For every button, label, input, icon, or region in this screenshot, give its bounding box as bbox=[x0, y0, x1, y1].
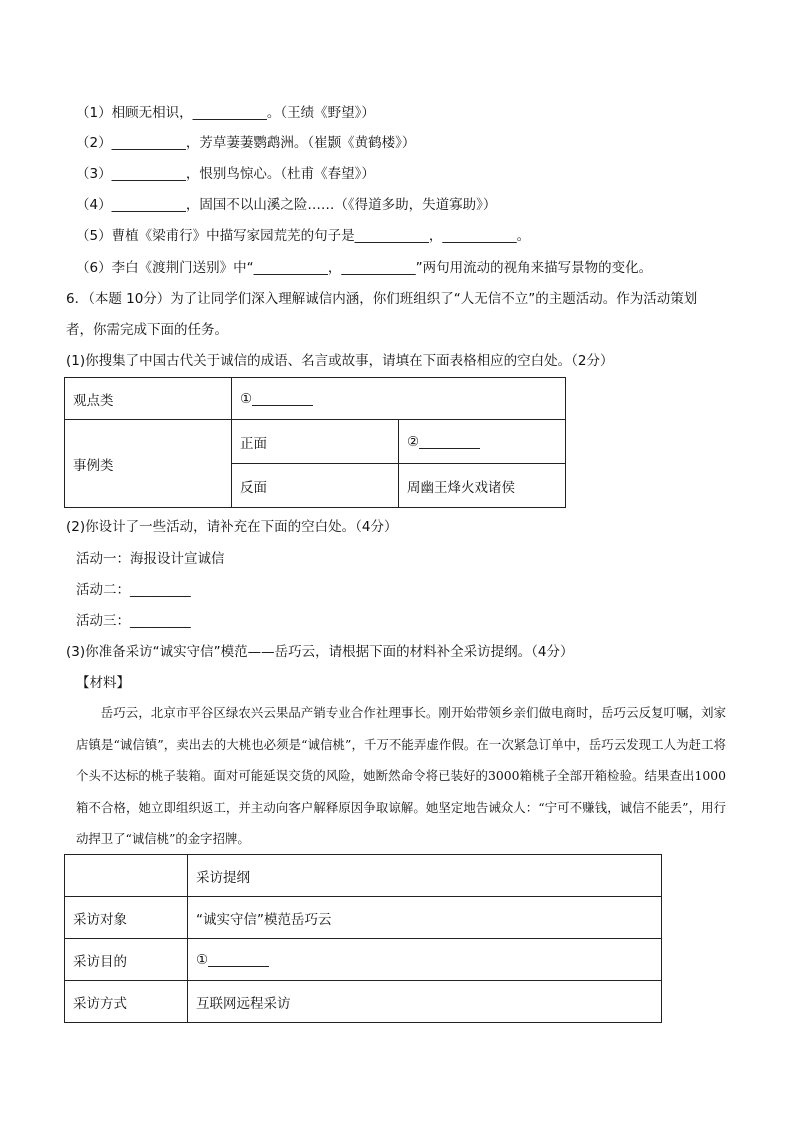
idiom-table bbox=[64, 377, 566, 508]
outline-header-empty bbox=[65, 855, 188, 897]
negative-label: 反面 bbox=[232, 464, 399, 508]
activity-3: 活动三：_________ bbox=[76, 613, 191, 629]
outline-row-value: 互联网远程采访 bbox=[188, 981, 662, 1023]
viewpoint-label: 观点类 bbox=[65, 378, 232, 420]
negative-value: 周幽王烽火戏诸侯 bbox=[399, 464, 566, 508]
outline-row-label: 采访目的 bbox=[65, 939, 188, 981]
viewpoint-blank: ①_________ bbox=[232, 378, 566, 420]
q6-sub-2: (2)你设计了一些活动，请补充在下面的空白处。（4分） bbox=[66, 519, 398, 535]
q6-intro-line-1: 6．（本题 10分）为了让同学们深入理解诚信内涵，你们班组织了“人无信不立”的主题活动。作为活动策划 bbox=[66, 291, 698, 307]
outline-row-value: ①_________ bbox=[188, 939, 662, 981]
positive-label: 正面 bbox=[232, 420, 399, 464]
q6-sub-1: (1)你搜集了中国古代关于诚信的成语、名言或故事，请填在下面表格相应的空白处。（2分） bbox=[66, 353, 614, 369]
positive-blank: ②_________ bbox=[399, 420, 566, 464]
q5-item-3: （3）___________，恨别鸟惊心。（杜甫《春望》） bbox=[76, 166, 375, 182]
q5-item-6: （6）李白《渡荆门送别》中“___________，___________”两句用流动的视角来描写景物的变化。 bbox=[76, 260, 653, 276]
activity-2: 活动二：_________ bbox=[76, 582, 191, 598]
q5-item-4: （4）___________，固国不以山溪之险……（《得道多助，失道寡助》） bbox=[76, 197, 497, 213]
q5-item-5: （5）曹植《梁甫行》中描写家园荒芜的句子是___________，___________。 bbox=[76, 228, 531, 244]
q6-sub-3: (3)你准备采访“诚实守信”模范——岳巧云，请根据下面的材料补全采访提纲。（4分） bbox=[66, 644, 574, 660]
q5-item-1: （1）相顾无相识，___________。（王绩《野望》） bbox=[76, 105, 375, 121]
example-label: 事例类 bbox=[65, 420, 232, 508]
interview-outline-table bbox=[64, 854, 662, 1023]
material-heading: 【材料】 bbox=[76, 675, 130, 691]
outline-row-label: 采访方式 bbox=[65, 981, 188, 1023]
q6-intro-line-2: 者，你需完成下面的任务。 bbox=[66, 322, 228, 338]
q5-item-2: （2）___________，芳草萋萋鹦鹉洲。（崔颢《黄鹤楼》） bbox=[76, 135, 416, 151]
activity-1: 活动一：海报设计宣诚信 bbox=[76, 551, 225, 567]
outline-header: 采访提纲 bbox=[188, 855, 662, 897]
outline-row-label: 采访对象 bbox=[65, 897, 188, 939]
outline-row-value: “诚实守信”模范岳巧云 bbox=[188, 897, 662, 939]
material-text: 岳巧云，北京市平谷区绿农兴云果品产销专业合作社理事长。刚开始带领乡亲们做电商时，岳巧云反复叮嘱，刘家店镇是“诚信镇”，卖出去的大桃也必须是“诚信桃”，千万不能弄虚作假。在一次紧急订单中，岳巧云发现工人为赶工将个头不达标的桃子装箱。面对可能延误交货的风险，她断然命令将已装好的3000箱桃子全部开箱检验。结果查出1000箱不合格，她立即组织返工，并主动向客户解释原因争取谅解。她坚定地告诫众人：“宁可不赚钱，诚信不能丢”，用行动捍卫了“诚信桃”的金字招牌。 bbox=[76, 705, 726, 846]
